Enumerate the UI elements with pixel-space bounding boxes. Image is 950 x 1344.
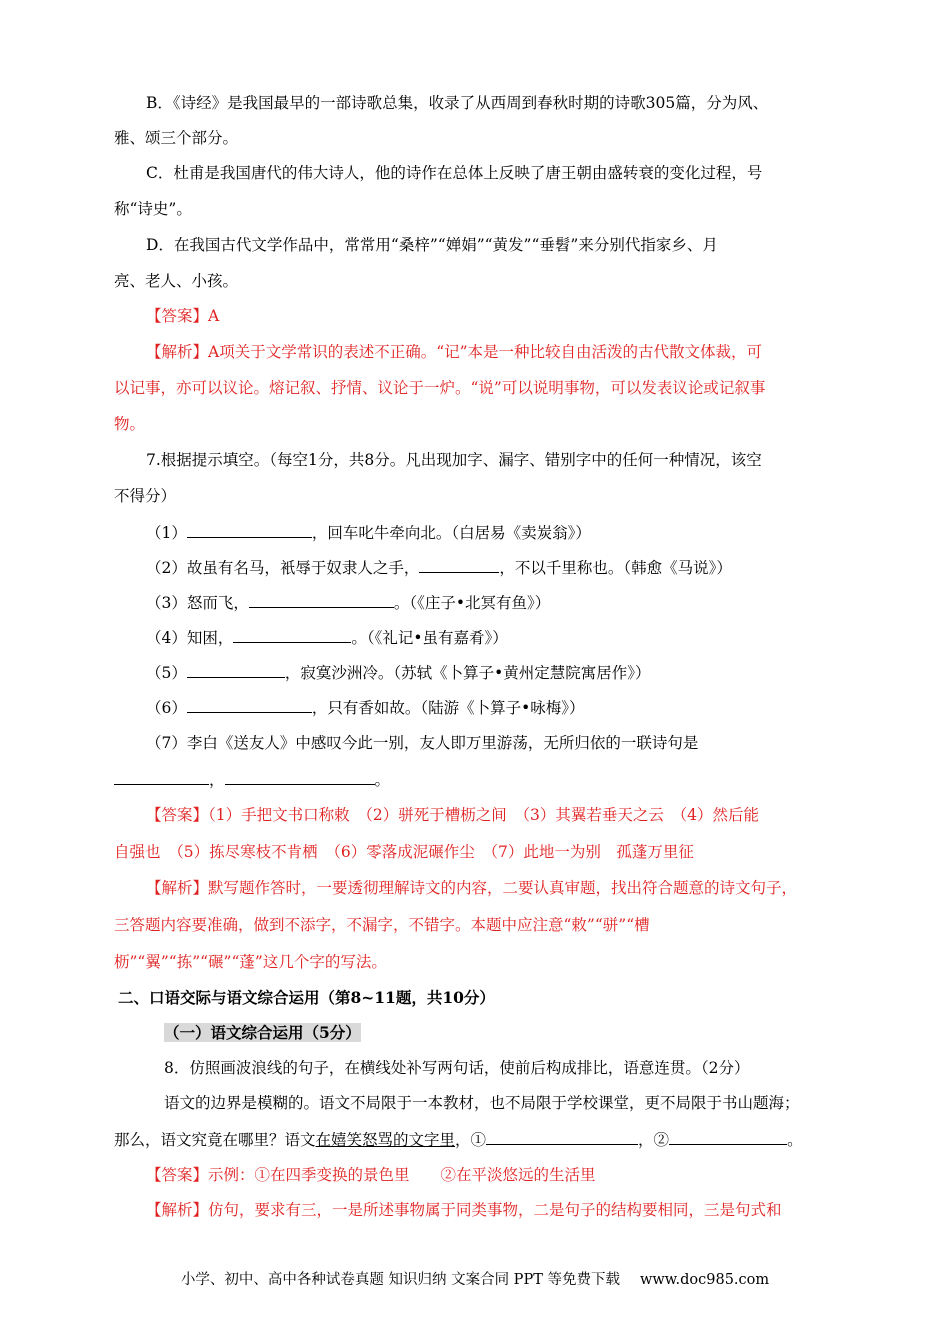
item-prefix: （1） xyxy=(146,524,187,542)
q8-stem: 8．仿照画波浪线的句子，在横线处补写两句话，使前后构成排比，语意连贯。（2分） xyxy=(164,1059,750,1077)
analysis-text: 默写题作答时，一要透彻理解诗文的内容，二要认真审题，找出符合题意的诗文句子， xyxy=(208,879,798,897)
q7-item-5 xyxy=(146,661,876,684)
period: 。 xyxy=(787,1131,803,1149)
q7-item-3 xyxy=(146,591,876,614)
q7-item-6 xyxy=(146,696,876,719)
option-b-line1: B．《诗经》是我国最早的一部诗歌总集，收录了从西周到春秋时期的诗歌305篇，分为风、 xyxy=(146,94,769,112)
option-d-line2: 亮、老人、小孩。 xyxy=(114,272,239,290)
q7-stem-line1: 7.根据提示填空。（每空1分，共8分。凡出现加字、漏字、错别字中的任何一种情况，该空 xyxy=(146,451,762,469)
item-suffix: ，不以千里称也。（韩愈《马说》） xyxy=(499,559,732,577)
q7-item-4 xyxy=(146,626,876,649)
q6-answer xyxy=(146,305,876,327)
marker-2: ，② xyxy=(638,1131,670,1149)
q7-analysis-line1 xyxy=(146,877,876,899)
section-2-title: 二、口语交际与语文综合运用（第8~11题，共10分） xyxy=(118,988,495,1007)
item-suffix: ，只有香如故。（陆游《卜算子•咏梅》） xyxy=(311,699,585,717)
q7-analysis-line3: 枥”“翼”“拣”“碾”“蓬”这几个字的写法。 xyxy=(114,953,387,971)
item-suffix: ，回车叱牛牵向北。（白居易《卖炭翁》） xyxy=(311,524,591,542)
fill-blank-3[interactable] xyxy=(249,591,394,608)
analysis-tag: 【解析】 xyxy=(146,1201,209,1219)
fill-blank-8a[interactable] xyxy=(486,1128,638,1145)
option-c-line1: C．杜甫是我国唐代的伟大诗人，他的诗作在总体上反映了唐王朝由盛转衰的变化过程，号 xyxy=(146,164,763,182)
fill-blank-8b[interactable] xyxy=(669,1128,787,1145)
period: 。 xyxy=(374,771,391,789)
q8-text-line2 xyxy=(114,1128,844,1151)
answer-text: A xyxy=(208,307,220,325)
q8-analysis-line1 xyxy=(146,1199,876,1221)
marker-1: ，① xyxy=(455,1131,487,1149)
answer-text: 示例：①在四季变换的景色里 ②在平淡悠远的生活里 xyxy=(208,1166,596,1184)
footer-url[interactable]: www.doc985.com xyxy=(639,1272,770,1288)
text-prefix: 那么，语文究竟在哪里？语文 xyxy=(114,1131,316,1149)
item-suffix: 。（《礼记•虽有嘉肴》） xyxy=(351,629,508,647)
subsection-title xyxy=(164,1022,894,1044)
q7-item-7: （7）李白《送友人》中感叹今此一别，友人即万里游荡，无所归依的一联诗句是 xyxy=(146,734,699,752)
q6-analysis-line1 xyxy=(146,341,876,363)
analysis-text: A项关于文学常识的表述不正确。“记”本是一种比较自由活泼的古代散文体裁，可 xyxy=(208,343,763,361)
q7-item-7-blanks xyxy=(114,768,844,791)
answer-tag: 【答案】 xyxy=(146,806,209,824)
item-prefix: （3）怒而飞， xyxy=(146,594,249,612)
fill-blank-7a[interactable] xyxy=(114,768,209,785)
fill-blank-7b[interactable] xyxy=(225,768,375,785)
q7-item-2 xyxy=(146,556,876,579)
analysis-tag: 【解析】 xyxy=(146,879,209,897)
item-suffix: 。（《庄子•北冥有鱼》） xyxy=(393,594,551,612)
analysis-tag: 【解析】 xyxy=(146,343,209,361)
q7-answer-line2: 自强也 （5）拣尽寒枝不肯栖 （6）零落成泥碾作尘 （7）此地一为别 孤蓬万里征 xyxy=(114,843,694,861)
answer-text: （1）手把文书口称敕 （2）骈死于槽枥之间 （3）其翼若垂天之云 （4）然后能 xyxy=(208,806,759,824)
option-c-line2: 称“诗史”。 xyxy=(114,200,192,218)
answer-tag: 【答案】 xyxy=(146,1166,209,1184)
fill-blank-4[interactable] xyxy=(233,626,351,643)
q7-stem-line2: 不得分） xyxy=(114,487,177,505)
fill-blank-2[interactable] xyxy=(419,556,499,573)
fill-blank-6[interactable] xyxy=(187,696,312,713)
item-prefix: （6） xyxy=(146,699,187,717)
item-prefix: （2）故虽有名马，衹辱于奴隶人之手， xyxy=(146,559,420,577)
item-prefix: （4）知困， xyxy=(146,629,234,647)
q7-analysis-line2: 三答题内容要准确，做到不添字，不漏字，不错字。本题中应注意“敕”“骈”“槽 xyxy=(114,916,650,934)
q6-analysis-line3: 物。 xyxy=(114,415,146,433)
answer-tag: 【答案】 xyxy=(146,307,209,325)
fill-blank-5[interactable] xyxy=(187,661,285,678)
q8-text-line1: 语文的边界是模糊的。语文不局限于一本教材，也不局限于学校课堂，更不局限于书山题海； xyxy=(164,1094,800,1112)
analysis-text: 仿句，要求有三，一是所述事物属于同类事物，二是句子的结构要相同，三是句式和 xyxy=(208,1201,782,1219)
q7-answer-line1 xyxy=(146,804,876,826)
wavy-underlined-sentence: 在嬉笑怒骂的文字里 xyxy=(315,1131,456,1149)
item-prefix: （5） xyxy=(146,664,187,682)
option-b-line2: 雅、颂三个部分。 xyxy=(114,129,239,147)
option-d-line1: D．在我国古代文学作品中，常常用“桑梓”“婵娟”“黄发”“垂髫”来分别代指家乡、月 xyxy=(146,236,718,254)
q8-answer xyxy=(146,1164,876,1186)
item-suffix: ，寂寞沙洲冷。（苏轼《卜算子•黄州定慧院寓居作》） xyxy=(284,664,651,682)
page-footer xyxy=(0,1270,950,1290)
footer-text: 小学、初中、高中各种试卷真题 知识归纳 文案合同 PPT 等免费下载 xyxy=(180,1272,620,1288)
comma: ， xyxy=(209,771,225,789)
q6-analysis-line2: 以记事，亦可以议论。熔记叙、抒情、议论于一炉。“说”可以说明事物，可以发表议论或记叙事 xyxy=(114,379,766,397)
subsection-title-text: （一）语文综合运用（5分） xyxy=(164,1023,361,1042)
q7-item-1 xyxy=(146,521,876,544)
fill-blank-1[interactable] xyxy=(187,521,312,538)
